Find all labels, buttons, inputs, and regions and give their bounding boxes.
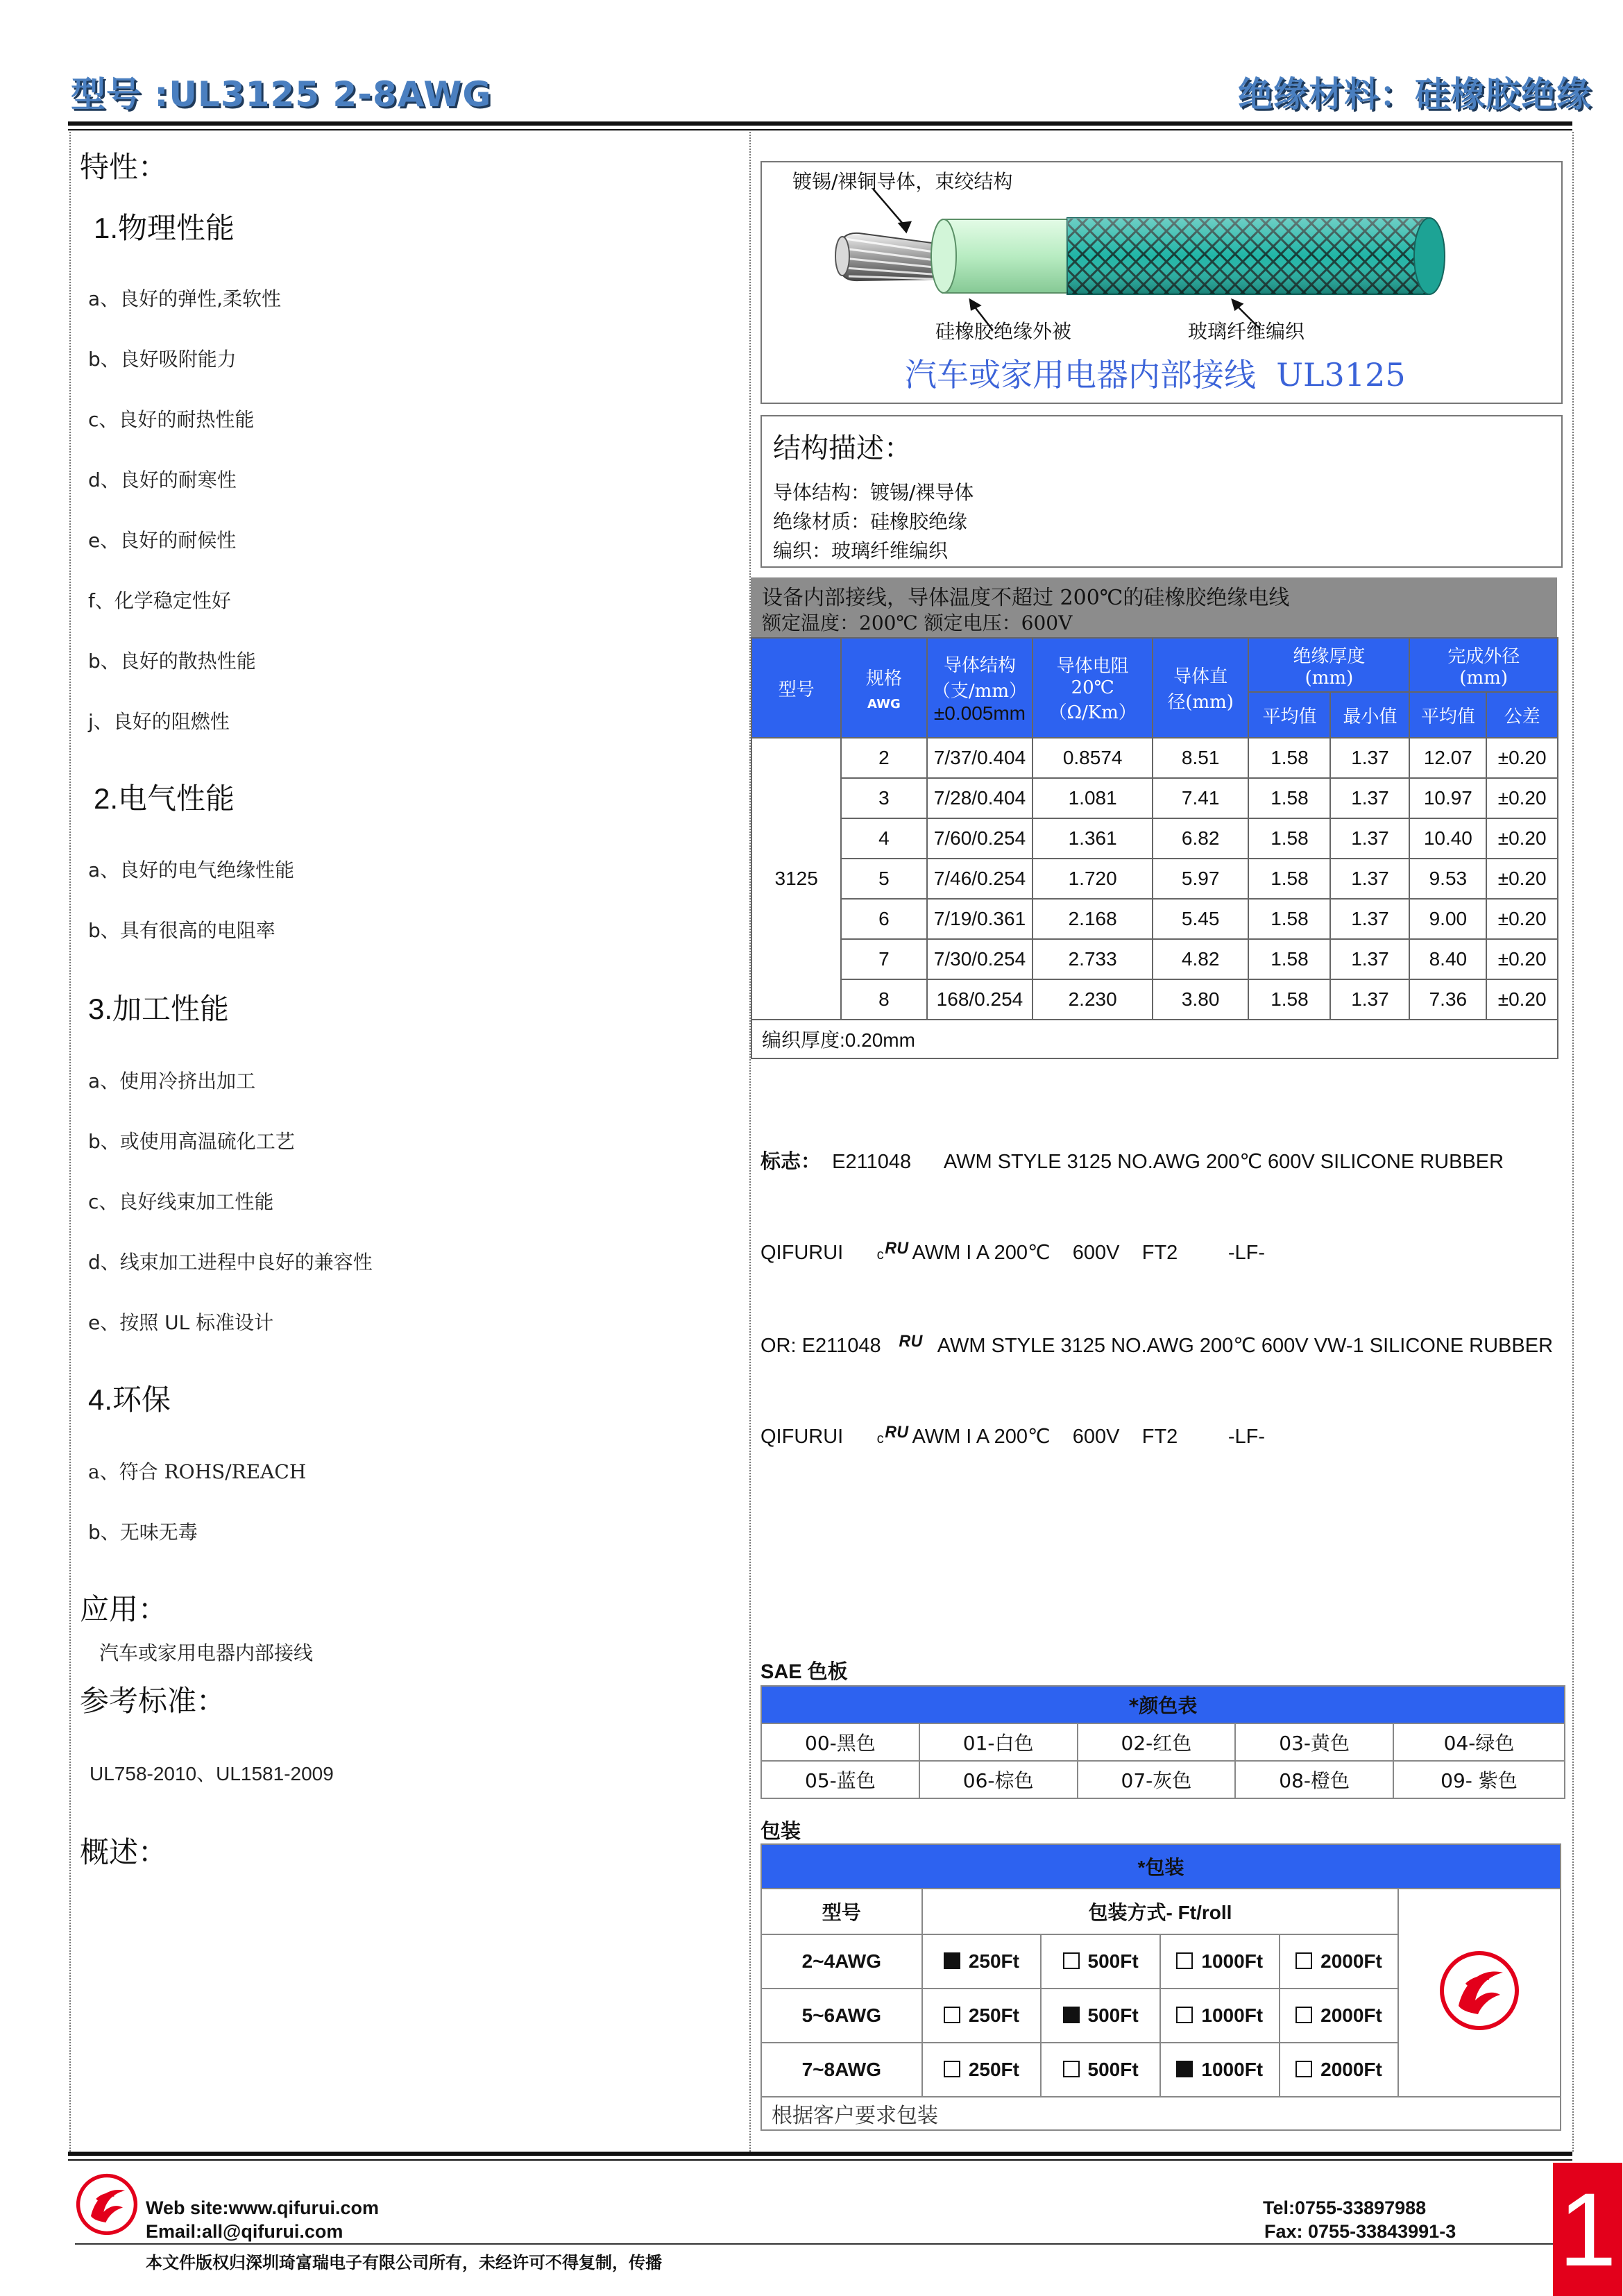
table-cell: 5.97	[1153, 859, 1249, 899]
marking-text: AWM STYLE 3125 NO.AWG 200℃ 600V VW-1 SILICONE RUBBER	[937, 1335, 1554, 1357]
table-cell: 10.40	[1409, 818, 1486, 859]
header-conductor-tol: ±0.005mm	[933, 702, 1026, 724]
footer-rule	[68, 2152, 1572, 2156]
application-text: 汽车或家用电器内部接线	[99, 1641, 314, 1664]
table-cell: 12.07	[1409, 738, 1486, 778]
table-cell: ±0.20	[1486, 859, 1558, 899]
marking-line-2	[760, 1237, 1553, 1270]
table-cell: 8.40	[1409, 939, 1486, 979]
table-cell: 168/0.254	[927, 979, 1033, 1020]
table-cell: 1.58	[1248, 979, 1330, 1020]
section-title-electrical: 2.电气性能	[94, 782, 235, 815]
packing-option[interactable]	[922, 1989, 1042, 2043]
option-label: 250Ft	[968, 1950, 1019, 1972]
table-cell: 2	[841, 738, 926, 778]
table-cell: 7/28/0.404	[927, 778, 1033, 818]
marking-text: E211048 AWM STYLE 3125 NO.AWG 200℃ 600V SILICONE RUBBER	[832, 1151, 1504, 1173]
color-cell: 05-蓝色	[761, 1761, 919, 1798]
diagram-caption: 汽车或家用电器内部接线 UL3125	[905, 356, 1406, 394]
marking-text: QIFURUI	[760, 1242, 844, 1264]
packing-bar: *包装	[761, 1844, 1561, 1889]
table-cell: 1.37	[1330, 738, 1409, 778]
table-cell: 0.8574	[1033, 738, 1152, 778]
section-title-environment: 4.环保	[88, 1383, 171, 1416]
table-row	[751, 939, 1558, 979]
braid-thickness: 编织厚度:0.20mm	[751, 1020, 1558, 1058]
table-row	[751, 738, 1558, 778]
checkbox[interactable]	[1176, 1952, 1193, 1969]
list-item: a、使用冷挤出加工	[88, 1070, 256, 1092]
option-label: 500Ft	[1087, 1950, 1139, 1972]
label-insulation: 硅橡胶绝缘外被	[935, 320, 1072, 343]
list-item: c、良好的耐热性能	[88, 408, 255, 431]
header-od-label: 完成外径	[1447, 645, 1520, 667]
option-label: 500Ft	[1087, 2004, 1139, 2026]
structure-title: 结构描述：	[773, 432, 912, 464]
spec-table	[751, 637, 1558, 1059]
column-divider	[749, 132, 751, 2152]
color-cell: 02-红色	[1078, 1723, 1236, 1761]
marking-label: 标志：	[760, 1149, 822, 1173]
color-cell: 00-黑色	[761, 1723, 919, 1761]
table-cell: 3	[841, 778, 926, 818]
packing-option[interactable]	[1041, 1934, 1160, 1989]
packing-option[interactable]	[1041, 2043, 1160, 2097]
section-title-processing: 3.加工性能	[88, 993, 230, 1025]
table-row	[751, 979, 1558, 1020]
list-item: f、化学稳定性好	[88, 589, 231, 612]
table-cell: 7.36	[1409, 979, 1486, 1020]
page-number: 1	[1553, 2163, 1622, 2296]
packing-option[interactable]	[922, 2043, 1042, 2097]
list-item: b、良好吸附能力	[88, 348, 237, 371]
table-cell: 1.37	[1330, 899, 1409, 939]
color-cell: 01-白色	[919, 1723, 1078, 1761]
option-label: 2000Ft	[1320, 2059, 1382, 2080]
structure-line: 导体结构：镀锡/裸导体	[773, 481, 974, 504]
structure-line: 编织：玻璃纤维编织	[773, 539, 949, 562]
checkbox[interactable]	[944, 2007, 960, 2023]
conductor-strands	[835, 233, 942, 280]
table-cell: 8.51	[1153, 738, 1249, 778]
sae-bar: *颜色表	[761, 1686, 1565, 1723]
header-model: 型号	[751, 638, 841, 738]
features-title: 特性：	[80, 150, 168, 184]
table-cell: 1.37	[1330, 778, 1409, 818]
sae-table	[760, 1685, 1565, 1799]
checkbox-checked[interactable]	[1176, 2061, 1193, 2077]
packing-model: 5~6AWG	[761, 1989, 922, 2043]
sae-title: SAE 色板	[760, 1661, 848, 1683]
packing-col-model: 型号	[761, 1889, 922, 1934]
packing-model: 2~4AWG	[761, 1934, 922, 1989]
ul-mark-icon: ᴿᵁ	[897, 1331, 922, 1358]
option-label: 250Ft	[968, 2059, 1019, 2080]
table-row	[751, 778, 1558, 818]
table-cell: 9.00	[1409, 899, 1486, 939]
checkbox[interactable]	[944, 2061, 960, 2077]
header-diameter-label: 导体直	[1173, 666, 1228, 687]
checkbox[interactable]	[1295, 2007, 1312, 2023]
table-cell: 1.37	[1330, 979, 1409, 1020]
table-cell: 5	[841, 859, 926, 899]
table-cell: 4	[841, 818, 926, 859]
option-label: 1000Ft	[1201, 1950, 1264, 1972]
table-cell: ±0.20	[1486, 738, 1558, 778]
packing-option[interactable]	[922, 1934, 1042, 1989]
table-cell: ±0.20	[1486, 939, 1558, 979]
table-cell: 10.97	[1409, 778, 1486, 818]
header-size	[841, 638, 926, 738]
model-title: 型号 :UL3125 2-8AWG	[71, 74, 492, 115]
application-title: 应用：	[80, 1592, 168, 1626]
header-conductor	[927, 638, 1033, 738]
table-cell: 1.37	[1330, 818, 1409, 859]
header-resistance-label: 导体电阻	[1056, 656, 1129, 677]
table-cell: 3.80	[1153, 979, 1249, 1020]
packing-table	[760, 1843, 1561, 2131]
header-size-label: 规格	[865, 668, 902, 689]
standard-text: UL758-2010、UL1581-2009	[90, 1763, 334, 1784]
list-item: e、按照 UL 标准设计	[88, 1311, 274, 1334]
label-braid: 玻璃纤维编织	[1188, 320, 1305, 343]
option-label: 1000Ft	[1201, 2004, 1264, 2026]
table-cell: 7/37/0.404	[927, 738, 1033, 778]
packing-option[interactable]	[1160, 2043, 1280, 2097]
header-tol: 公差	[1486, 692, 1558, 738]
table-row	[751, 1020, 1558, 1058]
marking-line-4	[760, 1421, 1553, 1454]
checkbox[interactable]	[1295, 2061, 1312, 2077]
option-label: 1000Ft	[1201, 2059, 1264, 2080]
table-row	[751, 859, 1558, 899]
header-conductor-label: 导体结构	[943, 655, 1016, 676]
section-title-physical: 1.物理性能	[94, 212, 235, 244]
table-cell: 1.361	[1033, 818, 1152, 859]
table-cell: 1.58	[1248, 899, 1330, 939]
packing-option[interactable]	[1160, 1989, 1280, 2043]
list-item: b、无味无毒	[88, 1521, 198, 1544]
marking-block	[760, 1087, 1553, 1484]
option-label: 500Ft	[1087, 2059, 1139, 2080]
packing-col-method: 包装方式- Ft/roll	[922, 1889, 1399, 1934]
table-row	[751, 899, 1558, 939]
company-logo	[1438, 1949, 1521, 2032]
table-cell: 1.37	[1330, 859, 1409, 899]
table-cell: 1.081	[1033, 778, 1152, 818]
list-item: e、良好的耐候性	[88, 529, 237, 552]
header-size-unit: AWG	[867, 697, 901, 711]
footer-copyright: 本文件版权归深圳琦富瑞电子有限公司所有，未经许可不得复制，传播	[146, 2253, 662, 2272]
color-cell: 03-黄色	[1235, 1723, 1393, 1761]
model-cell: 3125	[751, 738, 841, 1020]
color-cell: 09- 紫色	[1393, 1761, 1565, 1798]
packing-option[interactable]	[1280, 1934, 1399, 1989]
packing-title: 包装	[760, 1821, 801, 1843]
footer-email[interactable]: Email:all@qifurui.com	[146, 2221, 343, 2242]
packing-option[interactable]	[1041, 1989, 1160, 2043]
list-item: j、良好的阻燃性	[88, 710, 230, 733]
logo-cell	[1398, 1889, 1561, 2097]
braid-layer	[1067, 218, 1445, 294]
marking-line-1	[760, 1147, 1553, 1177]
marking-text: QIFURUI	[760, 1426, 844, 1448]
structure-line: 绝缘材质：硅橡胶绝缘	[773, 510, 968, 533]
header-resistance-temp: 20℃	[1071, 677, 1114, 698]
header-od-unit: (mm)	[1459, 667, 1509, 689]
checkbox[interactable]	[1295, 1952, 1312, 1969]
checkbox[interactable]	[1063, 1952, 1080, 1969]
marking-text: AWM I A 200℃ 600V FT2 -LF-	[912, 1242, 1265, 1264]
checkbox-checked[interactable]	[944, 1952, 960, 1969]
table-row	[761, 1723, 1565, 1761]
header-resistance	[1033, 638, 1152, 738]
header-avg: 平均值	[1248, 692, 1330, 738]
table-cell: 1.58	[1248, 818, 1330, 859]
table-cell: 2.168	[1033, 899, 1152, 939]
packing-note: 根据客户要求包装	[761, 2097, 1561, 2130]
checkbox-checked[interactable]	[1063, 2007, 1080, 2023]
list-item: c、良好线束加工性能	[88, 1190, 274, 1213]
footer-logo	[75, 2172, 139, 2236]
table-cell: 6.82	[1153, 818, 1249, 859]
table-cell: 4.82	[1153, 939, 1249, 979]
marking-line-3	[760, 1330, 1553, 1361]
list-item: a、符合 ROHS/REACH	[88, 1460, 307, 1483]
header-conductor-unit: （支/mm）	[932, 681, 1027, 702]
insulation-title: 绝缘材料：硅橡胶绝缘	[1238, 74, 1592, 115]
table-cell: 2.230	[1033, 979, 1152, 1020]
table-cell: 8	[841, 979, 926, 1020]
list-item: a、良好的弹性,柔软性	[88, 287, 282, 310]
spec-banner-line: 设备内部接线，导体温度不超过 200℃的硅橡胶绝缘电线	[762, 586, 1290, 610]
color-cell: 07-灰色	[1078, 1761, 1236, 1798]
table-cell: 1.58	[1248, 778, 1330, 818]
footer-divider	[75, 2243, 1574, 2245]
list-item: b、具有很高的电阻率	[88, 919, 275, 942]
packing-option[interactable]	[1160, 1934, 1280, 1989]
table-cell: 5.45	[1153, 899, 1249, 939]
checkbox[interactable]	[1176, 2007, 1193, 2023]
insulation-layer	[931, 219, 1067, 293]
list-item: d、线束加工进程中良好的兼容性	[88, 1251, 373, 1274]
header-avg2: 平均值	[1409, 692, 1486, 738]
table-cell: 2.733	[1033, 939, 1152, 979]
list-item: b、良好的散热性能	[88, 650, 256, 673]
table-cell: 1.58	[1248, 738, 1330, 778]
header-ins-thickness	[1248, 638, 1409, 692]
header-resistance-unit: （Ω/Km）	[1048, 702, 1137, 723]
packing-option[interactable]	[1280, 1989, 1399, 2043]
table-row	[751, 818, 1558, 859]
header-outer-diameter	[1409, 638, 1558, 692]
spec-banner-line: 额定温度：200℃ 额定电压：600V	[762, 611, 1073, 634]
table-cell: 7/30/0.254	[927, 939, 1033, 979]
table-cell: ±0.20	[1486, 899, 1558, 939]
header-ins-unit: (mm)	[1305, 667, 1354, 689]
header-rule-thin	[68, 129, 1572, 130]
table-cell: 9.53	[1409, 859, 1486, 899]
table-cell: 7/19/0.361	[927, 899, 1033, 939]
table-cell: 1.720	[1033, 859, 1152, 899]
table-cell: ±0.20	[1486, 778, 1558, 818]
header-rule	[68, 121, 1572, 126]
footer-tel: Tel:0755-33897988	[1263, 2197, 1427, 2218]
standard-title: 参考标准：	[80, 1684, 226, 1718]
footer-website[interactable]: Web site:www.qifurui.com	[146, 2197, 380, 2218]
list-item: a、良好的电气绝缘性能	[88, 859, 295, 881]
color-cell: 08-橙色	[1235, 1761, 1393, 1798]
table-row	[761, 1761, 1565, 1798]
marking-text: OR: E211048	[760, 1335, 881, 1357]
table-cell: 1.37	[1330, 939, 1409, 979]
color-cell: 04-绿色	[1393, 1723, 1565, 1761]
header-diameter-unit: 径(mm)	[1167, 692, 1234, 713]
list-item: d、良好的耐寒性	[88, 469, 237, 491]
marking-text: AWM I A 200℃ 600V FT2 -LF-	[912, 1426, 1265, 1448]
option-label: 250Ft	[968, 2004, 1019, 2026]
packing-option[interactable]	[1280, 2043, 1399, 2097]
list-item: b、或使用高温硫化工艺	[88, 1130, 295, 1153]
structure-box	[760, 415, 1563, 568]
header-ins-label: 绝缘厚度	[1293, 645, 1366, 667]
option-label: 2000Ft	[1320, 1950, 1382, 1972]
table-cell: 7/46/0.254	[927, 859, 1033, 899]
table-cell: ±0.20	[1486, 818, 1558, 859]
cable-diagram-box	[760, 161, 1563, 404]
spec-banner	[751, 577, 1557, 637]
table-cell: ±0.20	[1486, 979, 1558, 1020]
footer-fax: Fax: 0755-33843991-3	[1264, 2221, 1456, 2242]
ul-mark-icon: ᴿᵁ	[883, 1422, 908, 1449]
overview-title: 概述：	[80, 1835, 168, 1869]
label-conductor: 镀锡/裸铜导体，束绞结构	[792, 170, 1013, 193]
table-cell: 7.41	[1153, 778, 1249, 818]
c-mark: c	[876, 1247, 884, 1263]
table-cell: 6	[841, 899, 926, 939]
c-mark: c	[876, 1431, 884, 1446]
ul-mark-icon: ᴿᵁ	[883, 1238, 908, 1265]
table-cell: 7	[841, 939, 926, 979]
header-min: 最小值	[1330, 692, 1409, 738]
table-cell: 7/60/0.254	[927, 818, 1033, 859]
table-cell: 1.58	[1248, 859, 1330, 899]
packing-model: 7~8AWG	[761, 2043, 922, 2097]
footer-rule-thin	[68, 2159, 1572, 2161]
table-cell: 1.58	[1248, 939, 1330, 979]
checkbox[interactable]	[1063, 2061, 1080, 2077]
color-cell: 06-棕色	[919, 1761, 1078, 1798]
header-diameter	[1153, 638, 1249, 738]
option-label: 2000Ft	[1320, 2004, 1382, 2026]
